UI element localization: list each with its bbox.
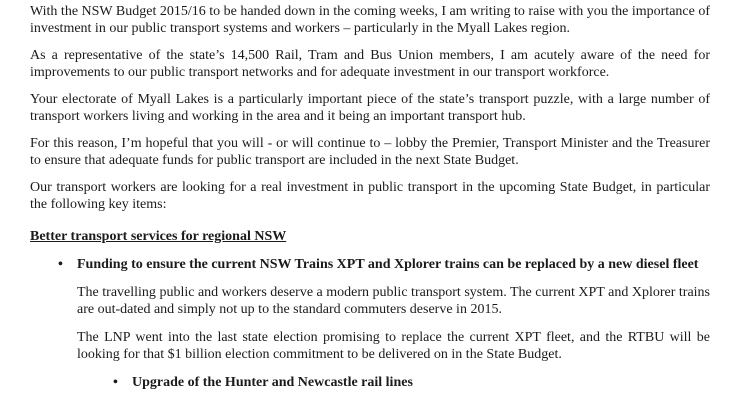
bullet-item-xpt-funding	[30, 256, 710, 273]
bullet-marker: •	[113, 375, 118, 390]
paragraph-union-representative: As a representative of the state’s 14,500 Rail, Tram and Bus Union members, I am acutely aware of the need for improvements to our public transport networks and for adequate investment in our transport workforce.	[30, 48, 710, 80]
bullet-heading-xpt-funding: Funding to ensure the current NSW Trains XPT and Xplorer trains can be replaced by a new diesel fleet	[77, 257, 699, 272]
paragraph-key-items-lead-in: Our transport workers are looking for a real investment in public transport in the upcoming State Budget, in particular the following key items:	[30, 180, 710, 212]
paragraph-lobby-request: For this reason, I’m hopeful that you will - or will continue to – lobby the Premier, Transport Minister and the Treasurer to ensure that adequate funds for public transport are included in the next State Budget.	[30, 136, 710, 168]
section-heading-regional-nsw: Better transport services for regional NSW	[30, 229, 287, 244]
bullet-heading-partial-bottom: Upgrade of the Hunter and Newcastle rail lines	[132, 375, 413, 390]
bullet-marker: •	[58, 257, 63, 272]
bullet-item-partial-bottom	[30, 374, 710, 391]
bullet-subparagraph-lnp-commitment: The LNP went into the last state election promising to replace the current XPT fleet, and the RTBU will be looking for that $1 billion election commitment to be delivered on in the State Budget.	[77, 330, 710, 362]
paragraph-electorate: Your electorate of Myall Lakes is a particularly important piece of the state’s transport puzzle, with a large number of transport workers living and working in the area and it being an important transport hub.	[30, 92, 710, 124]
bullet-subparagraph-modern-system: The travelling public and workers deserve a modern public transport system. The current XPT and Xplorer trains are out-dated and simply not up to the standard commuters deserve in 2015.	[77, 285, 710, 317]
paragraph-intro: With the NSW Budget 2015/16 to be handed down in the coming weeks, I am writing to raise with you the importance of investment in our public transport systems and workers – particularly in the Myall Lakes region.	[30, 4, 710, 36]
